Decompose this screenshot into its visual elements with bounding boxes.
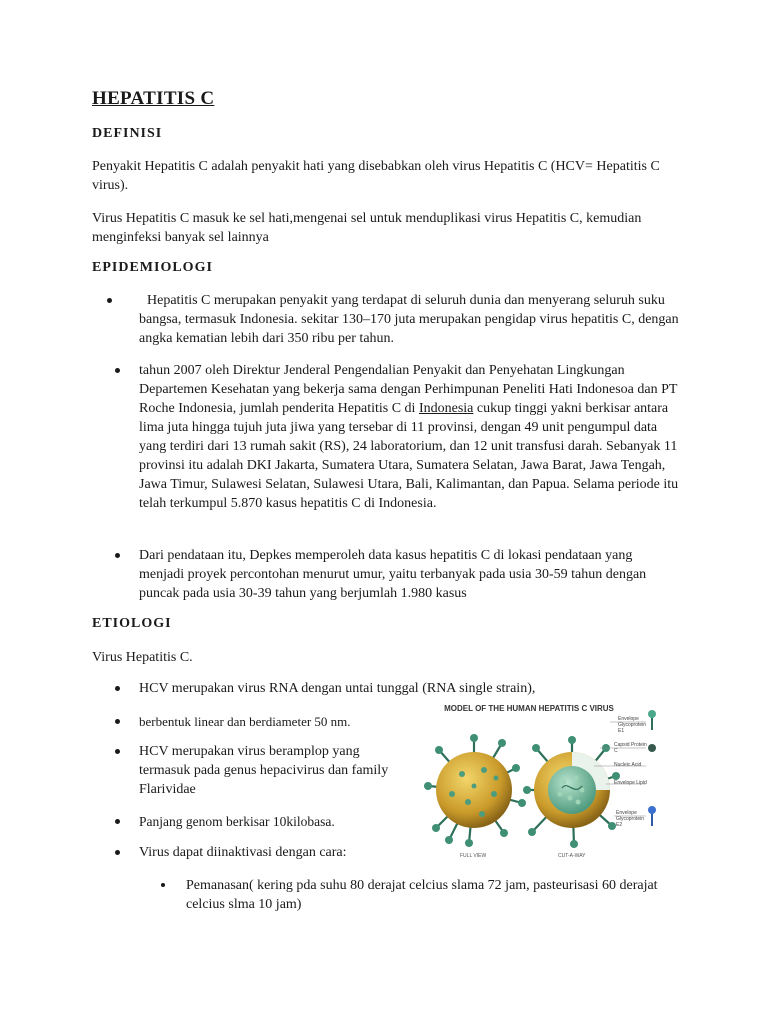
bullet-icon xyxy=(115,819,120,824)
glycoprotein-e1-icon xyxy=(648,710,656,730)
etiologi-item-1: HCV merupakan virus RNA dengan untai tunggal (RNA single strain), xyxy=(139,679,679,698)
bullet-icon xyxy=(115,686,120,691)
heading-etiologi: ETIOLOGI xyxy=(92,616,172,631)
etiologi-item-5: Virus dapat diinaktivasi dengan cara: xyxy=(139,843,409,862)
indonesia-link[interactable]: Indonesia xyxy=(418,401,474,416)
virus-cutaway-icon xyxy=(523,736,620,848)
document-title: HEPATITIS C xyxy=(92,88,215,109)
figure-title: MODEL OF THE HUMAN HEPATITIS C VIRUS xyxy=(444,704,614,713)
capsid-icon xyxy=(648,744,656,752)
bullet-icon xyxy=(115,368,120,373)
label-envelope-lipid: Envelope Lipid xyxy=(614,780,647,786)
heading-epidemiologi: EPIDEMIOLOGI xyxy=(92,260,213,275)
etiologi-item-2: berbentuk linear dan berdiameter 50 nm. xyxy=(139,712,409,731)
glycoprotein-e2-icon xyxy=(648,806,656,826)
etiologi-intro: Virus Hepatitis C. xyxy=(92,650,193,665)
heading-definisi: DEFINISI xyxy=(92,126,163,141)
caption-full-view: FULL VIEW xyxy=(460,853,487,859)
epidemiologi-item-2: tahun 2007 oleh Direktur Jenderal Pengendalian Penyakit dan Penyehatan Lingkungan Departemen Kesehatan yang bekerja sama dengan Perhimpunan Peneliti Hati Indonesoa dan PT Roche Indonesia, jumlah penderita Hepatitis C di Indonesia cukup tinggi yakni berkisar antara lima juta hingga tujuh juta jiwa yang tersebar di 11 provinsi, dengan 49 unit pengumpul data yang terdiri dari 13 rumah sakit (RS), 24 laboratorium, dan 12 unit transfusi darah. Sebanyak 11 provinsi itu adalah DKI Jakarta, Sumatera Utara, Sumatera Selatan, Jawa Barat, Jawa Tengah, Jawa Timur, Sulawesi Selatan, Sulawesi Utara, Bali, Kalimantan, dan Papua. Selama periode itu telah terkumpul 5.870 kasus hepatitis C di Indonesia. xyxy=(139,361,679,513)
bullet-icon xyxy=(107,298,112,303)
bullet-icon xyxy=(161,883,165,887)
label-glycoprotein-e1: Envelope Glycoprotein E1 xyxy=(618,716,647,734)
label-capsid: Capsid Protein C xyxy=(614,742,647,754)
label-glycoprotein-e2: Envelope Glycoprotein E2 xyxy=(616,810,645,828)
bullet-icon xyxy=(115,553,120,558)
epidemiologi-item-1: Hepatitis C merupakan penyakit yang terdapat di seluruh dunia dan menyerang seluruh suku bangsa, termasuk Indonesia. sekitar 130–170 juta merupakan pengidap virus hepatitis C, dengan angka kematian lebih dari 350 ribu per tahun. xyxy=(139,291,679,348)
definisi-paragraph-1: Penyakit Hepatitis C adalah penyakit hati yang disebabkan oleh virus Hepatitis C (HCV= Hepatitis C virus). xyxy=(92,159,660,193)
virus-full-view-icon xyxy=(424,734,526,847)
bullet-icon xyxy=(115,749,120,754)
etiologi-item-4: Panjang genom berkisar 10kilobasa. xyxy=(139,812,409,831)
hcv-model-figure xyxy=(424,698,664,868)
etiologi-subitem-1: Pemanasan( kering pda suhu 80 derajat celcius slama 72 jam, pasteurisasi 60 derajat celcius slma 10 jam) xyxy=(186,876,676,914)
epidemiologi-item-3: Dari pendataan itu, Depkes memperoleh data kasus hepatitis C di lokasi pendataan yang menjadi proyek percontohan menurut umur, yaitu terbanyak pada usia 30-59 tahun dengan puncak pada usia 30-39 tahun yang berjumlah 1.980 kasus xyxy=(139,546,679,603)
definisi-paragraph-2: Virus Hepatitis C masuk ke sel hati,mengenai sel untuk menduplikasi virus Hepatitis C, kemudian menginfeksi banyak sel lainnya xyxy=(92,211,642,245)
caption-cut-a-way: CUT-A-WAY xyxy=(558,853,586,859)
label-nucleic-acid: Nucleic Acid xyxy=(614,762,642,768)
bullet-icon xyxy=(115,719,120,724)
bullet-icon xyxy=(115,850,120,855)
etiologi-item-3: HCV merupakan virus beramplop yang termasuk pada genus hepacivirus dan family Flarividae xyxy=(139,742,409,799)
